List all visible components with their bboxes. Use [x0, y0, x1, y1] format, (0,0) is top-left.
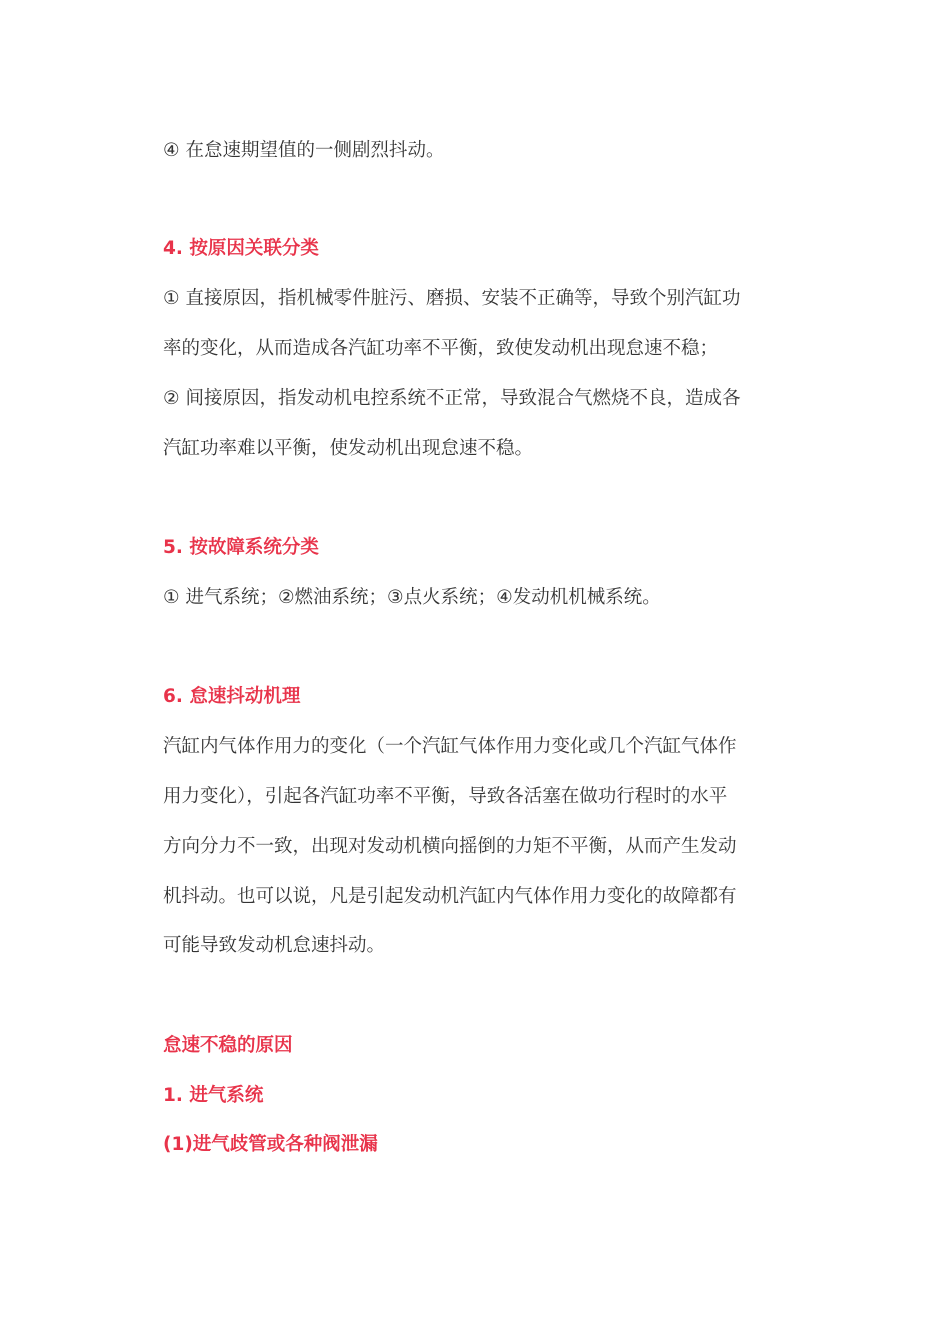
paragraph-line: ④ 在怠速期望值的一侧剧烈抖动。 — [163, 140, 445, 161]
subsection-heading: 1. 进气系统 — [163, 1085, 264, 1106]
subsection-heading: (1)进气歧管或各种阀泄漏 — [163, 1134, 378, 1155]
paragraph-line: ② 间接原因，指发动机电控系统不正常，导致混合气燃烧不良，造成各 — [163, 388, 741, 409]
paragraph-line: 可能导致发动机怠速抖动。 — [163, 935, 386, 956]
paragraph-line: 汽缸内气体作用力的变化（一个汽缸气体作用力变化或几个汽缸气体作 — [163, 736, 737, 757]
section-heading: 怠速不稳的原因 — [163, 1035, 293, 1056]
section-heading: 5. 按故障系统分类 — [163, 537, 319, 558]
section-heading: 4. 按原因关联分类 — [163, 238, 319, 259]
paragraph-line: ① 直接原因，指机械零件脏污、磨损、安装不正确等，导致个别汽缸功 — [163, 288, 741, 309]
paragraph-line: 机抖动。也可以说，凡是引起发动机汽缸内气体作用力变化的故障都有 — [163, 886, 737, 907]
section-heading: 6. 怠速抖动机理 — [163, 686, 301, 707]
paragraph-line: ① 进气系统；②燃油系统；③点火系统；④发动机机械系统。 — [163, 587, 661, 608]
paragraph-line: 汽缸功率难以平衡，使发动机出现怠速不稳。 — [163, 438, 534, 459]
paragraph-line: 率的变化，从而造成各汽缸功率不平衡，致使发动机出现怠速不稳； — [163, 338, 719, 359]
paragraph-line: 方向分力不一致，出现对发动机横向摇倒的力矩不平衡，从而产生发动 — [163, 836, 737, 857]
paragraph-line: 用力变化），引起各汽缸功率不平衡，导致各活塞在做功行程时的水平 — [163, 786, 728, 807]
